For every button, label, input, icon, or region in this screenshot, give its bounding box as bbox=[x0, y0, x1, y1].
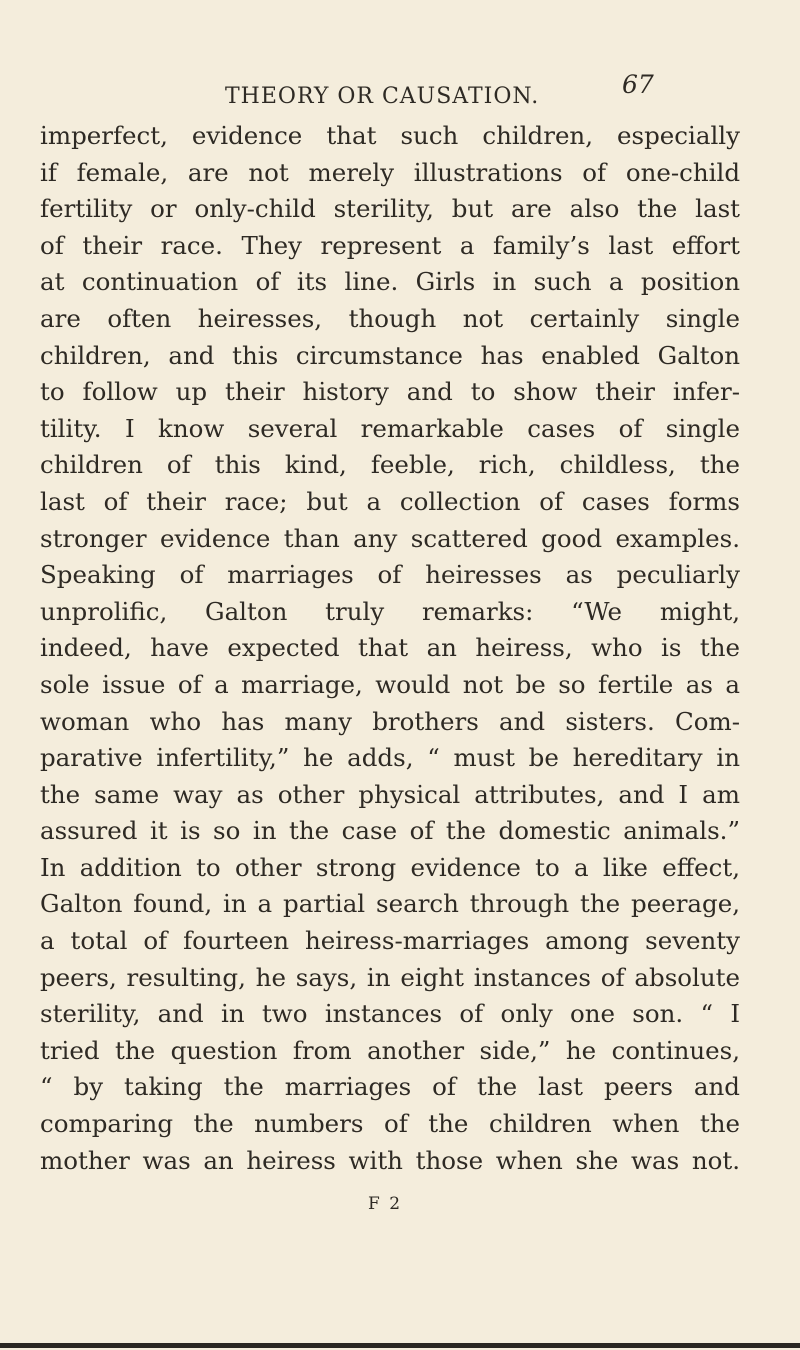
text-line: woman who has many brothers and sisters. Com- bbox=[40, 706, 740, 736]
text-line: if female, are not merely illustrations of one-child bbox=[40, 157, 740, 187]
text-line: last of their race; but a collection of cases forms bbox=[40, 486, 740, 516]
text-line: Galton found, in a partial search through the peerage, bbox=[40, 889, 740, 919]
text-line: tility. I know several remarkable cases of single bbox=[40, 413, 740, 443]
page-number: 67 bbox=[622, 70, 654, 99]
text-line: the same way as other physical attributes, and I am bbox=[40, 779, 740, 809]
text-line: to follow up their history and to show their infer- bbox=[40, 377, 740, 407]
text-line: are often heiresses, though not certainly single bbox=[40, 303, 740, 333]
text-line: at continuation of its line. Girls in such a position bbox=[40, 267, 740, 297]
text-line: children, and this circumstance has enabled Galton bbox=[40, 340, 740, 370]
bottom-rule bbox=[0, 1343, 800, 1348]
signature-mark: F 2 bbox=[368, 1194, 403, 1214]
text-line: peers, resulting, he says, in eight instances of absolute bbox=[40, 962, 740, 992]
text-line: indeed, have expected that an heiress, who is the bbox=[40, 633, 740, 663]
text-line: assured it is so in the case of the domestic animals.” bbox=[40, 816, 740, 846]
text-line: of their race. They represent a family’s last effort bbox=[40, 230, 740, 260]
text-line: a total of fourteen heiress-marriages among seventy bbox=[40, 926, 740, 956]
text-line: children of this kind, feeble, rich, childless, the bbox=[40, 450, 740, 480]
text-line: imperfect, evidence that such children, especially bbox=[40, 121, 740, 150]
body-text bbox=[40, 118, 740, 1179]
text-line: “ by taking the marriages of the last peers and bbox=[40, 1072, 740, 1102]
text-line: parative infertility,” he adds, “ must be hereditary in bbox=[40, 743, 740, 773]
text-line: tried the question from another side,” he continues, bbox=[40, 1035, 740, 1065]
text-line: stronger evidence than any scattered good examples. bbox=[40, 523, 740, 553]
text-line: comparing the numbers of the children when the bbox=[40, 1109, 740, 1139]
text-line: unprolific, Galton truly remarks: “We might, bbox=[40, 596, 740, 626]
text-line: Speaking of marriages of heiresses as peculiarly bbox=[40, 560, 740, 590]
text-line: mother was an heiress with those when she was not. bbox=[40, 1145, 740, 1175]
text-line: In addition to other strong evidence to a like effect, bbox=[40, 852, 740, 882]
text-line: sterility, and in two instances of only one son. “ I bbox=[40, 999, 740, 1029]
text-line: sole issue of a marriage, would not be so fertile as a bbox=[40, 669, 740, 699]
text-line: fertility or only-child sterility, but are also the last bbox=[40, 194, 740, 224]
running-header-title: THEORY OR CAUSATION. bbox=[225, 84, 540, 109]
